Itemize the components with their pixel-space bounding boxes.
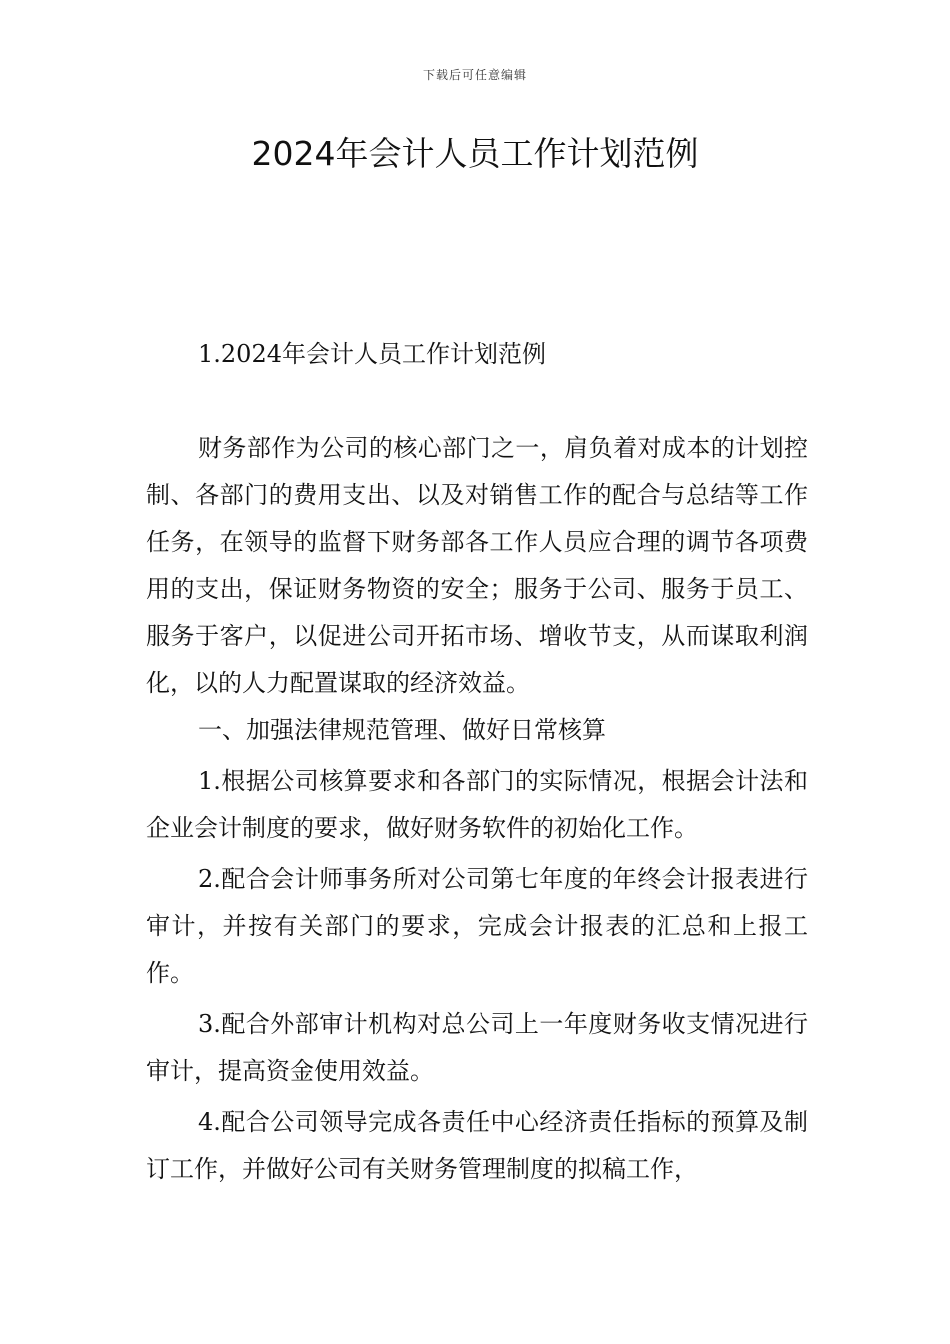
document-title: 2024年会计人员工作计划范例	[251, 134, 699, 173]
paragraph-item-2: 2.配合会计师事务所对公司第七年度的年终会计报表进行审计，并按有关部门的要求，完成会计报表的汇总和上报工作。	[146, 865, 808, 987]
paragraph-item-4: 4.配合公司领导完成各责任中心经济责任指标的预算及制订工作，并做好公司有关财务管理制度的拟稿工作，	[146, 1108, 808, 1183]
section-heading: 1.2024年会计人员工作计划范例	[198, 340, 546, 368]
header-note: 下载后可任意编辑	[422, 68, 527, 82]
paragraph-item-1: 1.根据公司核算要求和各部门的实际情况，根据会计法和企业会计制度的要求，做好财务软件的初始化工作。	[146, 767, 808, 842]
paragraph-intro: 财务部作为公司的核心部门之一，肩负着对成本的计划控制、各部门的费用支出、以及对销售工作的配合与总结等工作任务，在领导的监督下财务部各工作人员应合理的调节各项费用的支出，保证财务物资的安全；服务于公司、服务于员工、服务于客户，以促进公司开拓市场、增收节支，从而谋取利润化，以的人力配置谋取的经济效益。	[146, 434, 808, 697]
document-body	[146, 425, 808, 1193]
paragraph-item-3: 3.配合外部审计机构对总公司上一年度财务收支情况进行审计，提高资金使用效益。	[146, 1010, 808, 1085]
paragraph-heading-1: 一、加强法律规范管理、做好日常核算	[198, 716, 606, 744]
